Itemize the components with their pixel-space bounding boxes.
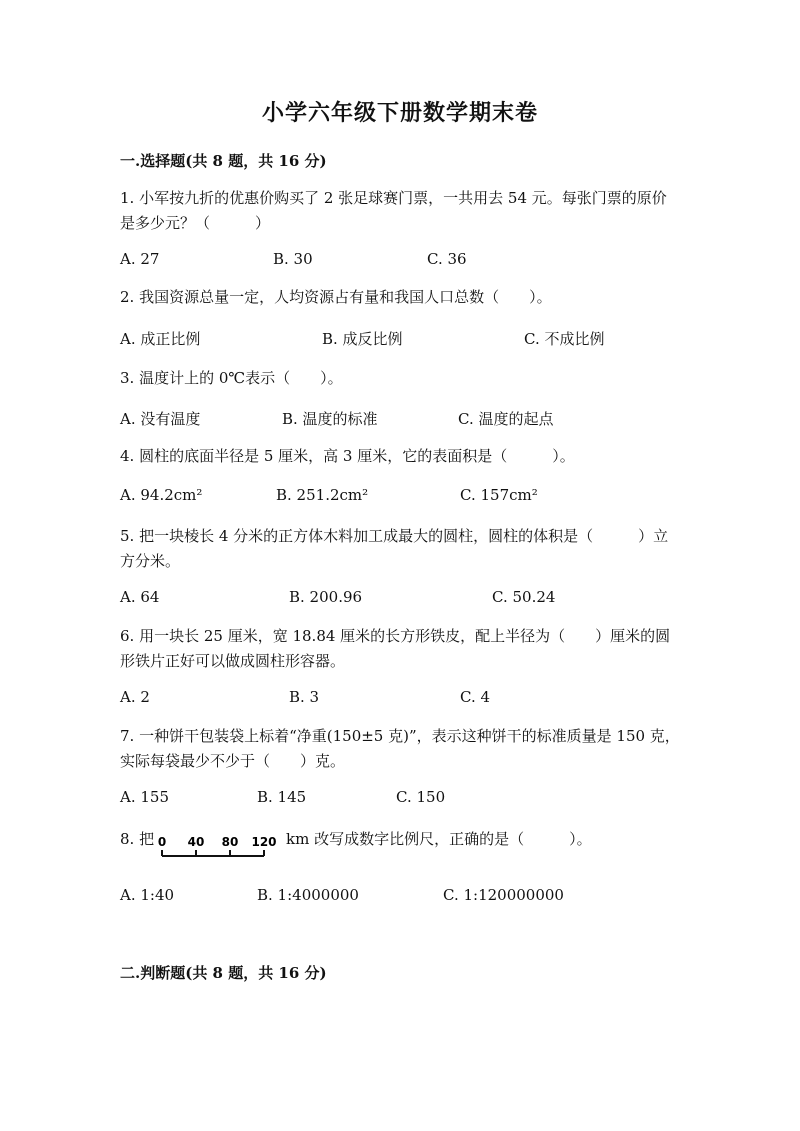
- question-4: 4. 圆柱的底面半径是 5 厘米，高 3 厘米，它的表面积是（ ）。: [120, 447, 575, 465]
- question-5: 5. 把一块棱长 4 分米的正方体木料加工成最大的圆柱，圆柱的体积是（ ）立方分米。: [120, 527, 669, 570]
- question-8: [120, 826, 680, 866]
- scale-label-0: 0: [158, 835, 167, 849]
- q6-option-b: B. 3: [289, 688, 320, 706]
- question-1: 1. 小军按九折的优惠价购买了 2 张足球赛门票，一共用去 54 元。每张门票的原价是多少元？（ ）: [120, 189, 667, 232]
- q4-option-c: C. 157cm²: [460, 486, 538, 504]
- q8-text-pre: 8. 把: [120, 830, 155, 848]
- q8-option-b: B. 1:4000000: [257, 886, 359, 904]
- page-title: 小学六年级下册数学期末卷: [261, 100, 538, 126]
- q4-option-a: A. 94.2cm²: [120, 486, 203, 504]
- q5-option-a: A. 64: [120, 588, 160, 606]
- q7-option-a: A. 155: [120, 788, 169, 806]
- section-heading-choice: 一.选择题(共 8 题，共 16 分): [120, 152, 327, 170]
- q1-option-a: A. 27: [120, 250, 160, 268]
- question-7: 7. 一种饼干包装袋上标着“净重(150±5 克)”，表示这种饼干的标准质量是 150 克，实际每袋最少不少于（ ）克。: [120, 727, 680, 770]
- q3-option-c: C. 温度的起点: [458, 410, 554, 428]
- q7-option-b: B. 145: [257, 788, 307, 806]
- q8-option-a: A. 1:40: [120, 886, 175, 904]
- question-2: 2. 我国资源总量一定，人均资源占有量和我国人口总数（ ）。: [120, 288, 552, 306]
- q3-option-b: B. 温度的标准: [282, 410, 378, 428]
- section-heading-judgement: 二.判断题(共 8 题，共 16 分): [120, 964, 327, 982]
- q2-option-a: A. 成正比例: [120, 330, 201, 348]
- question-6: 6. 用一块长 25 厘米，宽 18.84 厘米的长方形铁皮，配上半径为（ ）厘米的圆形铁片正好可以做成圆柱形容器。: [120, 627, 671, 670]
- question-3: 3. 温度计上的 0℃表示（ ）。: [120, 369, 343, 387]
- q7-option-c: C. 150: [396, 788, 446, 806]
- q5-option-b: B. 200.96: [289, 588, 363, 606]
- scale-label-80: 80: [221, 835, 239, 849]
- q8-text-post: km 改写成数字比例尺，正确的是（ ）。: [286, 830, 592, 848]
- q3-option-a: A. 没有温度: [120, 410, 201, 428]
- q4-option-b: B. 251.2cm²: [276, 486, 369, 504]
- q2-option-b: B. 成反比例: [322, 330, 403, 348]
- scale-label-40: 40: [187, 835, 205, 849]
- q6-option-c: C. 4: [460, 688, 491, 706]
- q6-option-a: A. 2: [120, 688, 150, 706]
- scale-label-120: 120: [251, 835, 277, 849]
- scale-bar-diagram: [158, 832, 282, 864]
- q2-option-c: C. 不成比例: [524, 330, 605, 348]
- q8-option-c: C. 1:120000000: [443, 886, 564, 904]
- q1-option-c: C. 36: [427, 250, 467, 268]
- q5-option-c: C. 50.24: [492, 588, 556, 606]
- q1-option-b: B. 30: [273, 250, 313, 268]
